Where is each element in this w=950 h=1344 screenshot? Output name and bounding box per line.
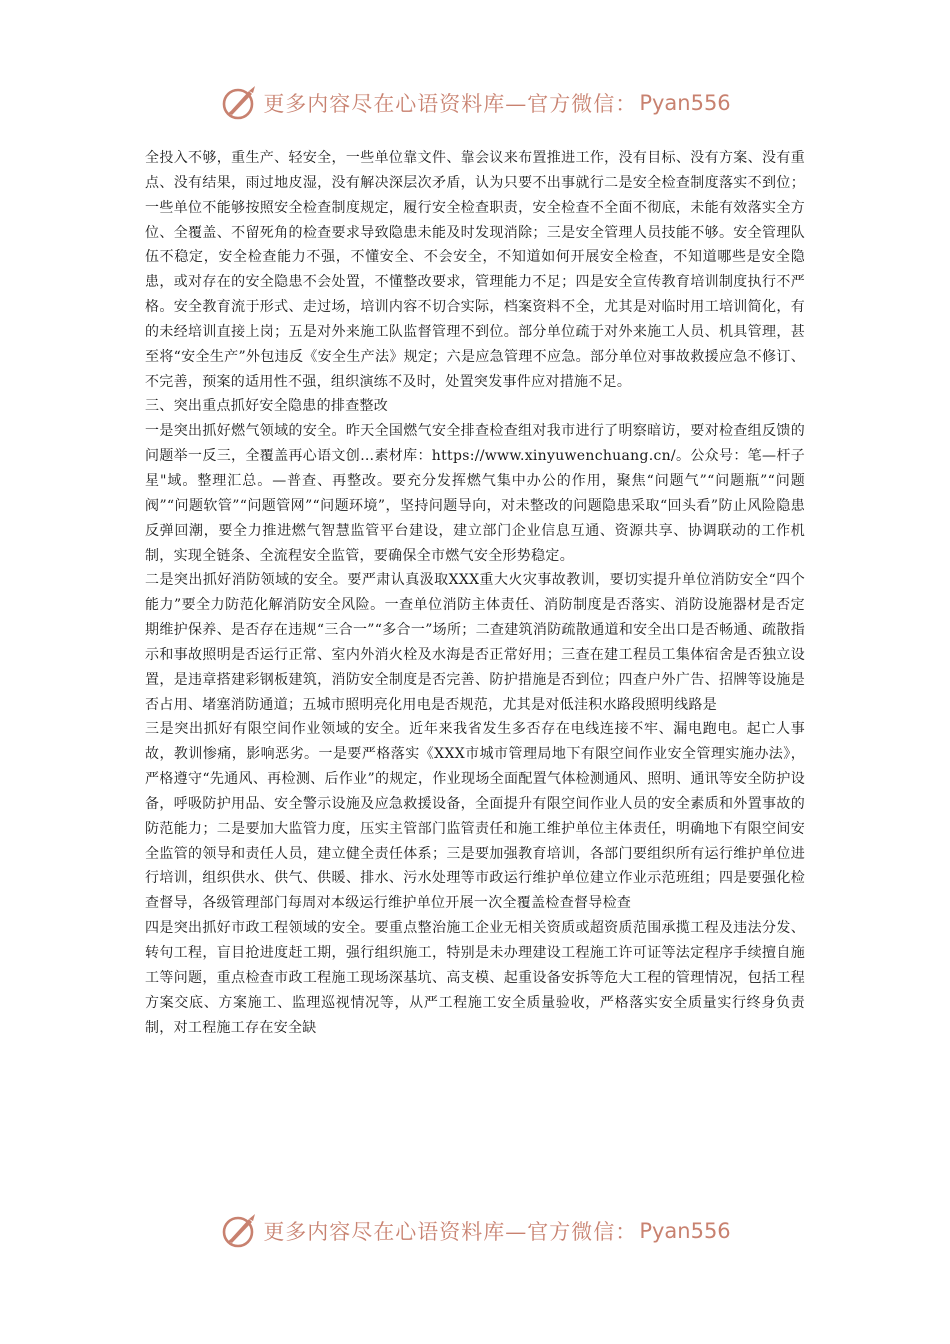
watermark-account: Pyan556 (639, 91, 731, 115)
watermark-text: 更多内容尽在心语资料库—官方微信： (263, 1220, 638, 1244)
watermark-text: 更多内容尽在心语资料库—官方微信： (263, 92, 638, 116)
section-heading: 三、突出重点抓好安全隐患的排查整改 (145, 398, 389, 415)
quill-logo-icon (219, 83, 259, 123)
paragraph: 四是突出抓好市政工程领域的安全。要重点整治施工企业无相关资质或超资质范围承揽工程及违法分发、转句工程，盲目抢进度赶工期，强行组织施工，特别是未办理建设工程施工许可证等法定程序手续擅自施工等问题，重点检查市政工程施工现场深基坑、高支模、起重设备安拆等危大工程的管理情况，包括工程方案交底、方案施工、监理巡视情况等，从严工程施工安全质量验收，严格落实安全质量实行终身负责制，对工程施工存在安全缺 (145, 920, 805, 1036)
quill-logo-icon (219, 1211, 259, 1251)
watermark-header (0, 80, 950, 126)
paragraph: 二是突出抓好消防领域的安全。要严肃认真汲取XXX重大火灾事故教训，要切实提升单位消防安全“四个能力”要全力防范化解消防安全风险。一查单位消防主体责任、消防制度是否落实、消防设施器材是否定期维护保养、是否存在违规“三合一”“多合一”场所；二查建筑消防疏散通道和安全出口是否畅通、疏散指示和事故照明是否运行正常、室内外消火栓及水海是否正常好用；三查在建工程员工集体宿舍是否独立设置，是违章搭建彩钢板建筑，消防安全制度是否完善、防护措施是否到位；四查户外广告、招牌等设施是否占用、堵塞消防通道；五城市照明亮化用电是否规范，尤其是对低洼积水路段照明线路是 (145, 572, 805, 713)
document-body (145, 146, 805, 1040)
paragraph: 三是突出抓好有限空间作业领域的安全。近年来我省发生多否存在电线连接不牢、漏电跑电。起亡人事故，教训惨痛，影响恶劣。一是要严格落实《XXX市城市管理局地下有限空间作业安全管理实施办法》，严格遵守“先通风、再检测、后作业”的规定，作业现场全面配置气体检测通风、照明、通讯等安全防护设备，呼吸防护用品、安全警示设施及应急救援设备，全面提升有限空间作业人员的安全素质和外置事故的防范能力；二是要加大监管力度，压实主管部门监管责任和施工维护单位主体责任，明确地下有限空间安全监管的领导和责任人员，建立健全责任体系；三是要加强教育培训，各部门要组织所有运行维护单位进行培训，组织供水、供气、供暖、排水、污水处理等市政运行维护单位建立作业示范班组；四是要强化检查督导，各级管理部门每周对本级运行维护单位开展一次全覆盖检查督导检查 (145, 721, 805, 912)
paragraph: 全投入不够，重生产、轻安全，一些单位靠文件、靠会议来布置推进工作，没有目标、没有方案、没有重点、没有结果，雨过地皮湿，没有解决深层次矛盾，认为只要不出事就行二是安全检查制度落实不到位；一些单位不能够按照安全检查制度规定，履行安全检查职责，安全检查不全面不彻底，未能有效落实全方位、全覆盖、不留死角的检查要求导致隐患未能及时发现消除；三是安全管理人员技能不够。安全管理队伍不稳定，安全检查能力不强，不懂安全、不会安全，不知道如何开展安全检查，不知道哪些是安全隐患，或对存在的安全隐患不会处置，不懂整改要求，管理能力不足；四是安全宣传教育培训制度执行不严格。安全教育流于形式、走过场，培训内容不切合实际，档案资料不全，尤其是对临时用工培训简化，有的未经培训直接上岗；五是对外来施工队监督管理不到位。部分单位疏于对外来施工人员、机具管理，甚至将“安全生产”外包违反《安全生产法》规定；六是应急管理不应急。部分单位对事故救援应急不修订、不完善，预案的适用性不强，组织演练不及时，处置突发事件应对措施不足。 (145, 150, 805, 390)
watermark-account: Pyan556 (639, 1219, 731, 1243)
watermark-footer (0, 1208, 950, 1254)
paragraph: 一是突出抓好燃气领域的安全。昨天全国燃气安全排查检查组对我市进行了明察暗访，要对检查组反馈的问题举一反三，全覆盖再心语文创…素材库：https://www.xinyuwenchuang.cn/。公众号：笔—杆子星"域。整理汇总。—普查、再整改。要充分发挥燃气集中办公的作用，聚焦“问题气”“问题瓶”“问题阀”“问题软管”“问题管网”“问题环境”，坚持问题导向，对未整改的问题隐患采取“回头看”防止风险隐患反弹回潮，要全力推进燃气智慧监管平台建设，建立部门企业信息互通、资源共享、协调联动的工作机制，实现全链条、全流程安全监管，要确保全市燃气安全形势稳定。 (145, 423, 805, 564)
